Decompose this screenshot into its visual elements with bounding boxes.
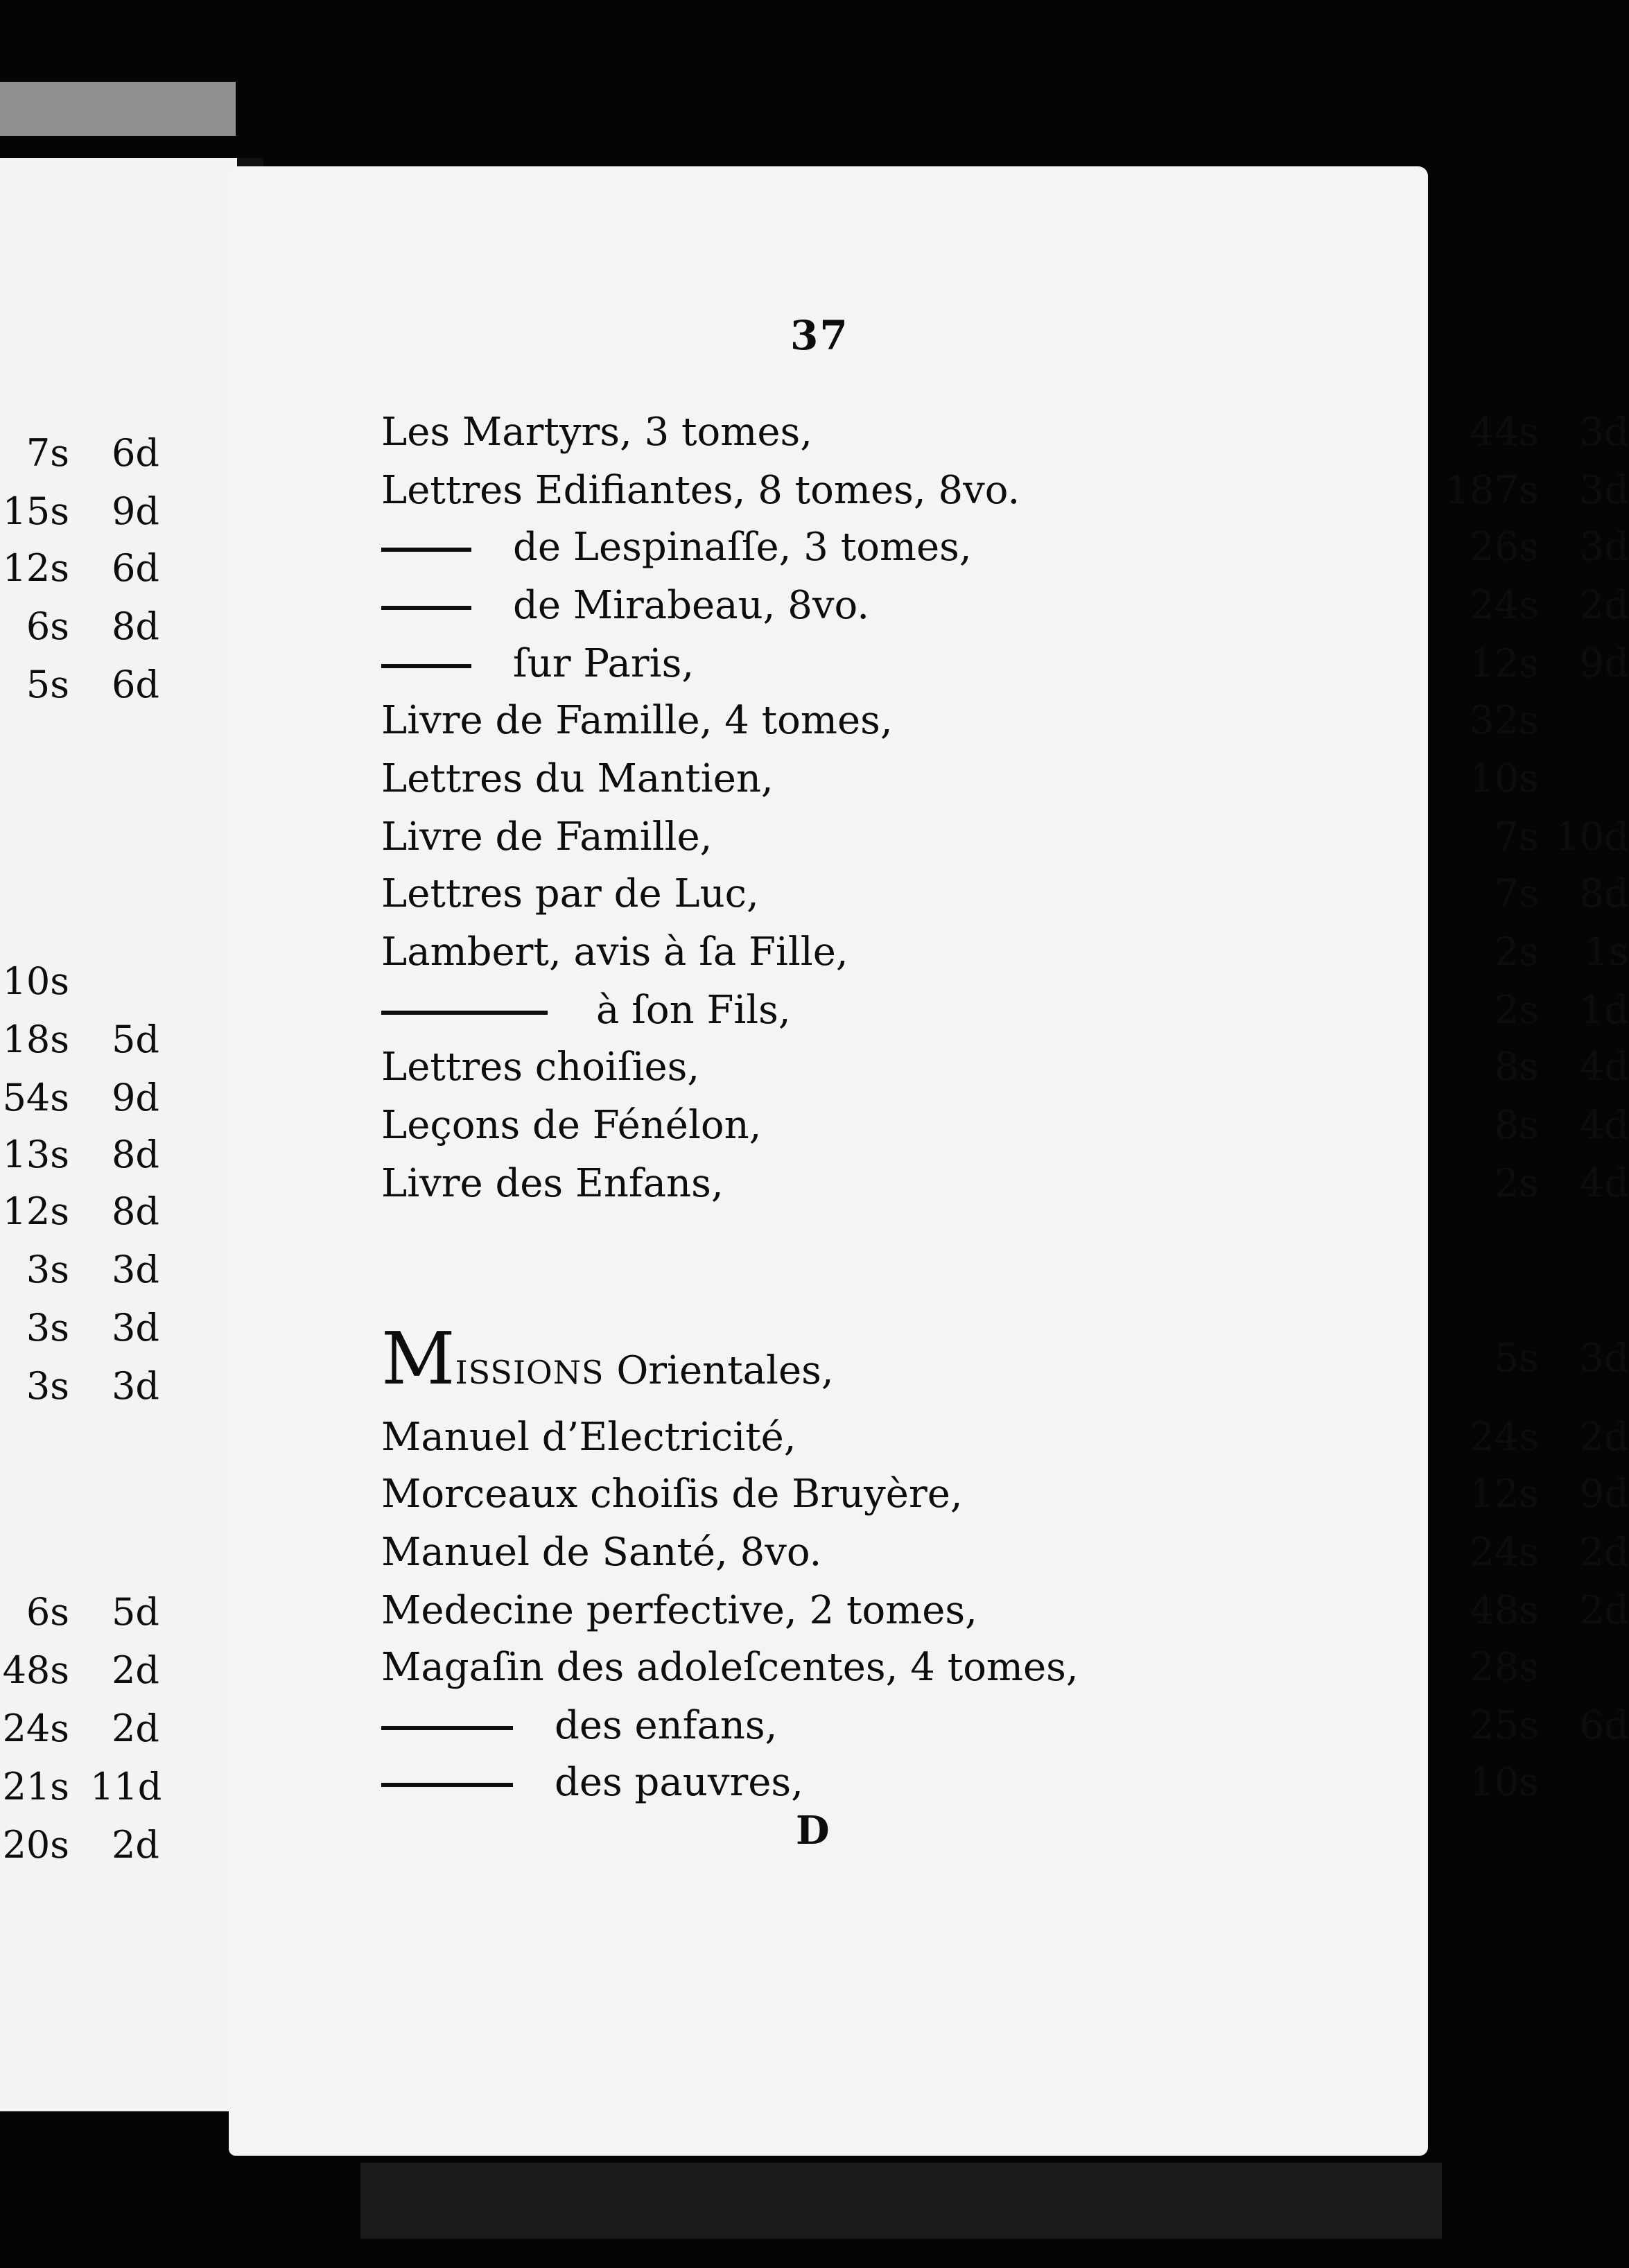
price-shillings: 12s (1470, 1472, 1539, 1517)
left-page-price-row (0, 1126, 159, 1184)
price-pence: 9d (112, 1076, 159, 1119)
left-page-price-row (0, 1299, 159, 1357)
price-shillings: 24s (1470, 583, 1539, 628)
price-pence: 8d (1579, 871, 1629, 916)
catalogue-entry (381, 635, 1629, 693)
entry-title: Lettres choiſies, (381, 1045, 700, 1090)
price-shillings: 24s (2, 1707, 69, 1750)
catalogue-entry (381, 1038, 1629, 1097)
entry-title: Lettres du Mantien, (381, 756, 774, 801)
ditto-dash (381, 548, 471, 552)
price-shillings: 20s (2, 1823, 69, 1867)
left-page-price-row (0, 539, 159, 597)
price-shillings: 6s (26, 1590, 69, 1634)
catalogue-entry (381, 923, 1629, 982)
catalogue-entry (381, 865, 1629, 923)
entry-title: des pauvres, (555, 1760, 803, 1805)
left-page-price-row (0, 1357, 159, 1415)
price-pence: 9d (1579, 641, 1629, 686)
section-rest: Orientales, (604, 1348, 834, 1393)
price-pence: 5d (112, 1590, 159, 1634)
price-shillings: 5s (26, 663, 69, 706)
entry-title: de Mirabeau, 8vo. (513, 583, 870, 628)
price-shillings: 7s (1494, 814, 1539, 860)
price-shillings: 48s (2, 1648, 69, 1692)
price-shillings: 3s (26, 1248, 69, 1291)
entry-title: Livre de Famille, (381, 814, 713, 860)
entry-title: Leçons de Fénélon, (381, 1103, 762, 1148)
catalogue-entry (381, 1639, 1629, 1697)
entry-title: Manuel de Santé, 8vo. (381, 1530, 822, 1575)
catalogue-entry (381, 1524, 1629, 1582)
page-bottom-edge (360, 2163, 1442, 2239)
ditto-dash (381, 1011, 548, 1015)
price-shillings: 12s (2, 1189, 69, 1233)
ditto-dash (381, 1783, 513, 1787)
catalogue-entry (381, 1155, 1629, 1213)
price-pence: 2d (112, 1707, 159, 1750)
price-pence: 1s (1584, 930, 1629, 975)
price-shillings: 2s (1494, 1161, 1539, 1206)
price-pence: 5d (112, 1018, 159, 1061)
catalogue-entry (381, 1697, 1629, 1755)
price-pence: 2d (1579, 1530, 1629, 1575)
catalogue-entry (381, 1097, 1629, 1155)
left-page-price-row (0, 1700, 159, 1758)
entry-title: Livre des Enfans, (381, 1161, 724, 1206)
ditto-dash (381, 664, 471, 668)
price-shillings: 10s (2, 959, 69, 1003)
left-page-price-row (0, 597, 159, 656)
entry-title: ſur Paris, (513, 641, 695, 686)
price-shillings: 5s (1494, 1336, 1539, 1381)
entry-title: Livre de Famille, 4 tomes, (381, 698, 893, 743)
section-initial: M (381, 1316, 455, 1401)
price-pence: 1d (1579, 988, 1629, 1033)
left-page-price-row (0, 1069, 159, 1127)
price-shillings: 18s (2, 1018, 69, 1061)
ditto-dash (381, 1726, 513, 1730)
entry-title: Les Martyrs, 3 tomes, (381, 410, 813, 455)
price-shillings: 3s (26, 1364, 69, 1408)
price-pence: 3d (1579, 468, 1629, 513)
price-pence: 6d (112, 431, 159, 475)
price-shillings: 10s (1470, 756, 1539, 801)
catalogue-entry (381, 692, 1629, 750)
price-pence: 3d (1579, 525, 1629, 570)
price-shillings: 3s (26, 1306, 69, 1350)
price-shillings: 12s (1470, 641, 1539, 686)
price-pence: 6d (1579, 1703, 1629, 1748)
left-page-price-row (0, 656, 159, 714)
catalogue-entry (381, 750, 1629, 808)
left-page-price-row (0, 482, 159, 541)
catalogue-entry (381, 577, 1629, 635)
price-shillings: 2s (1494, 988, 1539, 1033)
left-page-price-row (0, 1641, 159, 1700)
price-pence: 2d (1579, 583, 1629, 628)
price-shillings: 6s (26, 604, 69, 648)
price-pence: 10d (1554, 814, 1629, 860)
price-pence: 2d (112, 1823, 159, 1867)
price-shillings: 2s (1494, 930, 1539, 975)
price-pence: 11d (90, 1765, 162, 1808)
price-pence: 8d (112, 604, 159, 648)
price-shillings: 12s (2, 546, 69, 590)
price-pence: 6d (112, 546, 159, 590)
price-pence: 4d (1579, 1161, 1629, 1206)
price-shillings: 15s (2, 489, 69, 533)
page-number: 37 (790, 312, 849, 359)
left-page-price-row (0, 1583, 159, 1641)
price-shillings: 32s (1470, 698, 1539, 743)
section-title (381, 1316, 834, 1402)
left-page-price-row (0, 1183, 159, 1241)
catalogue-entry (381, 1465, 1629, 1524)
price-shillings: 24s (1470, 1415, 1539, 1460)
price-pence: 2d (112, 1648, 159, 1692)
entry-title: Morceaux choiſis de Bruyère, (381, 1472, 963, 1517)
price-pence: 8d (112, 1133, 159, 1176)
price-shillings: 21s (2, 1765, 69, 1808)
entry-title: de Lespinaſſe, 3 tomes, (513, 525, 972, 570)
price-pence: 9d (112, 489, 159, 533)
price-pence: 3d (112, 1364, 159, 1408)
price-pence: 8d (112, 1189, 159, 1233)
section-heading (381, 1316, 1629, 1401)
ditto-dash (381, 606, 471, 610)
price-pence: 9d (1579, 1472, 1629, 1517)
catalogue-entry (381, 1582, 1629, 1640)
price-shillings: 24s (1470, 1530, 1539, 1575)
entry-title: à ſon Fils, (596, 988, 791, 1033)
price-shillings: 26s (1470, 525, 1539, 570)
entry-title: Lambert, avis à ſa Fille, (381, 930, 848, 975)
left-page-price-row (0, 424, 159, 482)
entry-title: Lettres par de Luc, (381, 871, 759, 916)
catalogue-entry (381, 1408, 1629, 1467)
entry-title: Medecine perfective, 2 tomes, (381, 1588, 977, 1633)
price-pence: 6d (112, 663, 159, 706)
price-shillings: 48s (1470, 1588, 1539, 1633)
catalogue-entry (381, 1754, 1629, 1812)
price-shillings: 7s (26, 431, 69, 475)
catalogue-entry (381, 462, 1629, 520)
price-shillings: 7s (1494, 871, 1539, 916)
entry-title: Lettres Edifiantes, 8 tomes, 8vo. (381, 468, 1020, 513)
catalogue-entry (381, 403, 1629, 462)
entry-title: Manuel d’Electricité, (381, 1415, 796, 1460)
price-pence: 3d (1579, 410, 1629, 455)
left-page-price-row (0, 1758, 162, 1816)
left-page-price-row (0, 1011, 159, 1069)
price-shillings: 28s (1470, 1645, 1539, 1690)
entry-title: des enfans, (555, 1703, 778, 1748)
left-page-price-row (0, 1241, 159, 1299)
price-shillings: 13s (2, 1133, 69, 1176)
price-shillings: 25s (1470, 1703, 1539, 1748)
price-pence: 2d (1579, 1588, 1629, 1633)
price-pence: 2d (1579, 1415, 1629, 1460)
left-page-price-row (0, 952, 159, 1011)
price-shillings: 8s (1494, 1045, 1539, 1090)
price-pence: 4d (1579, 1045, 1629, 1090)
price-shillings: 54s (2, 1076, 69, 1119)
signature-mark: D (796, 1808, 830, 1853)
section-caps: ISSIONS (455, 1354, 604, 1391)
price-shillings: 44s (1470, 410, 1539, 455)
catalogue-entry (381, 982, 1629, 1040)
catalogue-entry (381, 518, 1629, 577)
price-shillings: 187s (1445, 468, 1539, 513)
left-page-price-row (0, 1816, 159, 1874)
price-pence: 4d (1579, 1103, 1629, 1148)
price-pence: 3d (112, 1248, 159, 1291)
price-shillings: 10s (1470, 1760, 1539, 1805)
entry-title: Magaſin des adoleſcentes, 4 tomes, (381, 1645, 1079, 1690)
price-pence: 3d (112, 1306, 159, 1350)
price-pence: 3d (1579, 1336, 1629, 1381)
page-edge-strip (0, 82, 236, 136)
catalogue-entry (381, 808, 1629, 866)
price-shillings: 8s (1494, 1103, 1539, 1148)
